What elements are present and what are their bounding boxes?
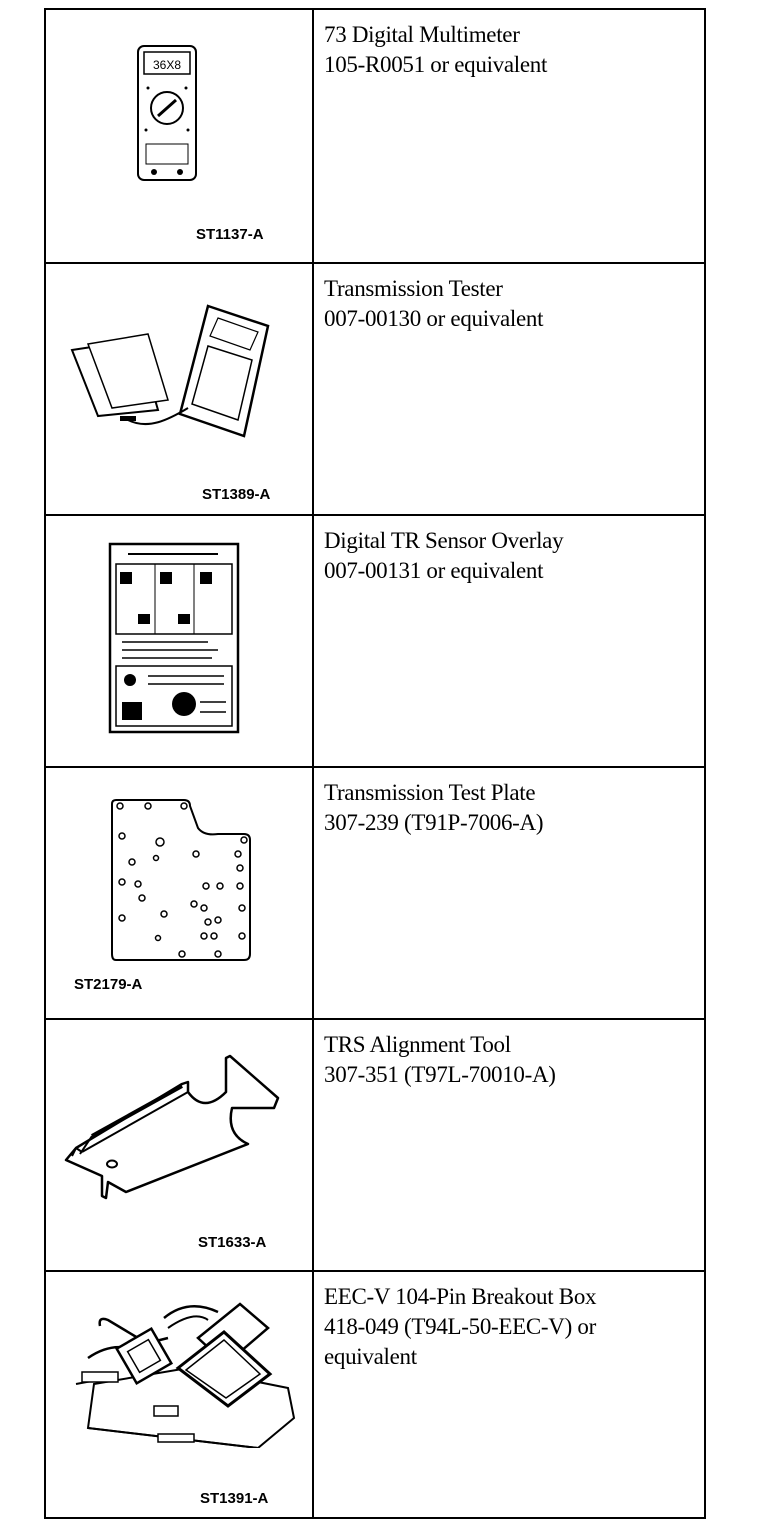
tool-image-cell: [46, 768, 314, 1018]
svg-text:36X8: 36X8: [152, 58, 182, 72]
multimeter-illustration: [136, 44, 200, 184]
figure-code: ST2179-A: [74, 976, 143, 993]
tool-description: [314, 768, 704, 1018]
tool-image-cell: [46, 516, 314, 766]
tool-row-transmission-tester: [46, 264, 704, 516]
special-tools-table: [44, 8, 706, 1519]
tool-image-cell: [46, 264, 314, 514]
tool-part-number: 418-049 (T94L-50-EEC-V) or: [324, 1314, 596, 1339]
alignment-tool-illustration: [62, 1052, 282, 1202]
tool-part-number: 307-351 (T97L-70010-A): [324, 1062, 556, 1087]
tool-name: Digital TR Sensor Overlay: [324, 528, 564, 553]
tool-row-alignment-tool: [46, 1020, 704, 1272]
transmission-tester-illustration: [68, 300, 278, 450]
tool-row-breakout-box: [46, 1272, 704, 1517]
tool-part-number-continued: equivalent: [324, 1344, 417, 1369]
tool-part-number: 007-00130 or equivalent: [324, 306, 544, 331]
tool-part-number: 307-239 (T91P-7006-A): [324, 810, 544, 835]
tool-row-multimeter: [46, 10, 704, 264]
tool-description: [314, 264, 704, 514]
tool-name: EEC-V 104-Pin Breakout Box: [324, 1284, 597, 1309]
tool-name: Transmission Test Plate: [324, 780, 536, 805]
tool-image-cell: [46, 10, 314, 262]
breakout-box-illustration: [68, 1298, 300, 1448]
tool-image-cell: [46, 1020, 314, 1270]
figure-code: ST1391-A: [200, 1490, 269, 1507]
tool-row-tr-sensor-overlay: [46, 516, 704, 768]
tool-description: [314, 1020, 704, 1270]
tool-description: [314, 516, 704, 766]
tool-description: [314, 1272, 704, 1517]
tool-description: [314, 10, 704, 262]
figure-code: ST1389-A: [202, 486, 271, 503]
tool-name: TRS Alignment Tool: [324, 1032, 511, 1057]
tool-part-number: 105-R0051 or equivalent: [324, 52, 548, 77]
tool-name: 73 Digital Multimeter: [324, 22, 520, 47]
test-plate-illustration: [108, 798, 254, 964]
figure-code: ST1137-A: [196, 226, 264, 243]
tool-name: Transmission Tester: [324, 276, 503, 301]
tr-sensor-overlay-illustration: [108, 542, 240, 734]
tool-part-number: 007-00131 or equivalent: [324, 558, 544, 583]
figure-code: ST1633-A: [198, 1234, 267, 1251]
tool-row-test-plate: [46, 768, 704, 1020]
tool-image-cell: [46, 1272, 314, 1517]
